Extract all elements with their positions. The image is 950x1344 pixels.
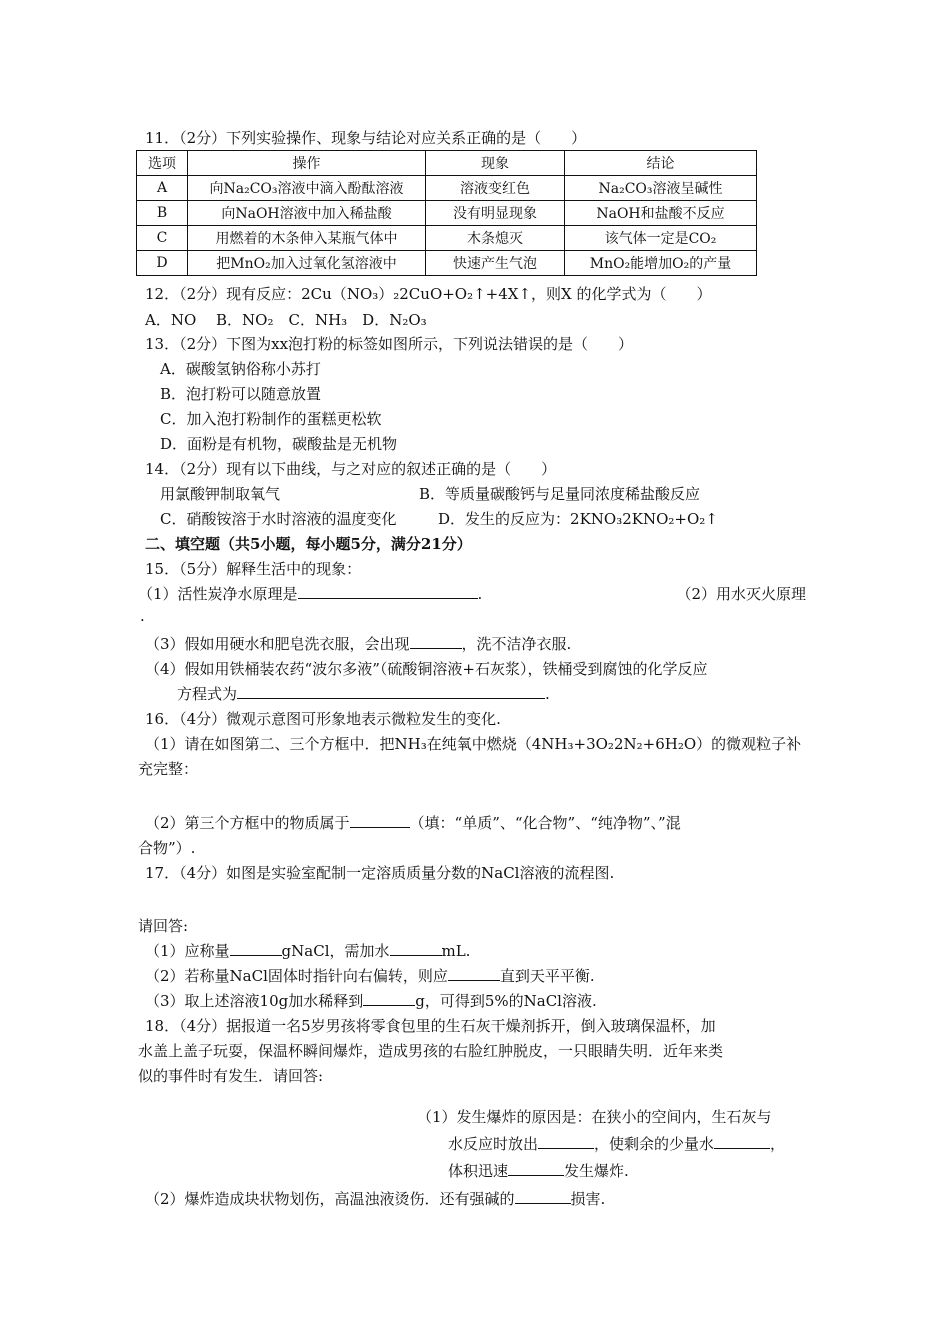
q11-table	[136, 150, 757, 276]
table-row	[137, 176, 757, 201]
q14-option-b: B．等质量碳酸钙与足量同浓度稀盐酸反应	[419, 485, 701, 503]
q13-stem: 13．（2分）下图为xx泡打粉的标签如图所示，下列说法错误的是（ ）	[145, 335, 634, 353]
q18-p1-text: 体积迅速	[448, 1162, 509, 1180]
q17-p1	[145, 941, 470, 961]
q12-stem: 12．（2分）现有反应：2Cu（NO₃）₂2CuO+O₂↑+4X↑，则X 的化学式为（ ）	[145, 285, 712, 303]
table-row	[137, 201, 757, 226]
q16-p2-blank[interactable]	[350, 813, 410, 828]
q18-p1-line3	[448, 1161, 629, 1181]
q17-stem: 17．（4分）如图是实验室配制一定溶质质量分数的NaCl溶液的流程图.	[145, 864, 615, 882]
q15-p2-label: （2）用水灭火原理	[676, 585, 806, 603]
q15-line1	[138, 584, 806, 604]
q18-p2-text: 损害.	[570, 1190, 606, 1208]
q11-stem: 11．（2分）下列实验操作、现象与结论对应关系正确的是（ ）	[145, 129, 587, 147]
q15-p3	[145, 634, 571, 654]
q15-p4-end: .	[545, 685, 550, 703]
q17-p1-text: mL.	[441, 942, 471, 960]
q14-stem: 14．（2分）现有以下曲线，与之对应的叙述正确的是（ ）	[145, 460, 557, 478]
q18-p1-text: 水反应时放出	[448, 1135, 539, 1153]
q18-line3: 似的事件时有发生．请回答:	[138, 1067, 324, 1085]
q17-p2-text: （2）若称量NaCl固体时指针向右偏转，则应	[145, 967, 448, 985]
q17-p3	[145, 991, 597, 1011]
table-cell: A	[137, 176, 188, 201]
q18-p1-blank[interactable]	[538, 1134, 594, 1149]
table-cell: 快速产生气泡	[426, 251, 565, 276]
q18-p1-line2	[448, 1134, 785, 1154]
table-cell: 向Na₂CO₃溶液中滴入酚酞溶液	[188, 176, 426, 201]
q13-option-b: B．泡打粉可以随意放置	[160, 385, 322, 403]
q13-option-c: C．加入泡打粉制作的蛋糕更松软	[160, 410, 382, 428]
table-cell: 该气体一定是CO₂	[565, 226, 757, 251]
section-title: 二、填空题（共5小题，每小题5分，满分21分）	[145, 535, 472, 553]
q14-option-d: D．发生的反应为：2KNO₃2KNO₂+O₂↑	[438, 510, 718, 528]
q18-p2	[145, 1189, 605, 1209]
q16-p1: （1）请在如图第二、三个方框中．把NH₃在纯氧中燃烧（4NH₃+3O₂2N₂+6H₂O）的微观粒子补	[145, 735, 802, 753]
q14-option-c: C．硝酸铵溶于水时溶液的温度变化	[160, 510, 397, 528]
table-header: 操作	[188, 151, 426, 176]
q13-option-a: A．碳酸氢钠俗称小苏打	[160, 360, 321, 378]
table-cell: D	[137, 251, 188, 276]
q18-p1-blank[interactable]	[714, 1134, 770, 1149]
table-header: 结论	[565, 151, 757, 176]
table-row	[137, 226, 757, 251]
q15-p4-text: 方程式为	[177, 685, 238, 703]
q17-p2	[145, 966, 595, 986]
q18-p1-text: 发生爆炸.	[564, 1162, 629, 1180]
q18-line2: 水盖上盖子玩耍，保温杯瞬间爆炸，造成男孩的右脸红肿脱皮，一只眼睛失明．近年来类	[138, 1042, 724, 1060]
q14-option-a: 用氯酸钾制取氧气	[160, 485, 281, 503]
table-header: 现象	[426, 151, 565, 176]
table-row	[137, 251, 757, 276]
table-cell: 用燃着的木条伸入某瓶气体中	[188, 226, 426, 251]
q12-options: A．NO B．NO₂ C．NH₃ D．N₂O₃	[145, 311, 427, 329]
q15-p3-text: （3）假如用硬水和肥皂洗衣服，会出现	[145, 635, 410, 653]
table-cell: Na₂CO₃溶液呈碱性	[565, 176, 757, 201]
q15-p1-blank[interactable]	[298, 584, 478, 599]
table-cell: 向NaOH溶液中加入稀盐酸	[188, 201, 426, 226]
q15-p1	[138, 584, 482, 604]
q17-p3-blank[interactable]	[363, 991, 415, 1006]
q16-p2-text: （2）第三个方框中的物质属于	[145, 814, 350, 832]
q15-p1-end: .	[477, 585, 483, 603]
q18-p1-blank[interactable]	[508, 1161, 564, 1176]
q18-p1: （1）发生爆炸的原因是：在狭小的空间内，生石灰与	[417, 1108, 772, 1126]
q18-line1: 18．（4分）据报道一名5岁男孩将零食包里的生石灰干燥剂拆开，倒入玻璃保温杯，加	[145, 1017, 716, 1035]
q17-p2-text: 直到天平平衡.	[499, 967, 595, 985]
q17-p1-blank[interactable]	[230, 941, 282, 956]
q17-p1-text: gNaCl，需加水	[281, 942, 390, 960]
q18-p1-text: ，	[770, 1135, 786, 1153]
q16-p2-text: （填：“单质”、“化合物”、“纯净物”、”混	[409, 814, 681, 832]
q17-p1-text: （1）应称量	[145, 942, 230, 960]
q17-ask: 请回答:	[138, 917, 189, 935]
q16-p2-line2: 合物”）.	[138, 839, 196, 857]
q17-p2-blank[interactable]	[448, 966, 500, 981]
table-cell: 木条熄灭	[426, 226, 565, 251]
q17-p1-blank[interactable]	[390, 941, 442, 956]
q18-p1-text: ，使剩余的少量水	[594, 1135, 715, 1153]
q17-p3-text: （3）取上述溶液10g加水稀释到	[145, 992, 364, 1010]
table-header: 选项	[137, 151, 188, 176]
q15-p1-label: （1）活性炭净水原理是	[138, 585, 298, 603]
q18-p2-blank[interactable]	[515, 1189, 571, 1204]
q18-p2-text: （2）爆炸造成块状物划伤，高温浊液烫伤．还有强碱的	[145, 1190, 515, 1208]
table-cell: 没有明显现象	[426, 201, 565, 226]
q15-p2-end: .	[140, 607, 145, 625]
q13-option-d: D．面粉是有机物，碳酸盐是无机物	[160, 435, 398, 453]
table-cell: 把MnO₂加入过氧化氢溶液中	[188, 251, 426, 276]
q17-p3-text: g，可得到5%的NaCl溶液.	[415, 992, 597, 1010]
q15-p4-line2	[177, 684, 550, 704]
q16-p2	[145, 813, 681, 833]
table-cell: B	[137, 201, 188, 226]
q15-p3-blank[interactable]	[410, 634, 462, 649]
q15-p4-blank[interactable]	[237, 684, 545, 699]
table-cell: NaOH和盐酸不反应	[565, 201, 757, 226]
q15-stem: 15．（5分）解释生活中的现象：	[145, 560, 362, 578]
table-cell: 溶液变红色	[426, 176, 565, 201]
table-header-row	[137, 151, 757, 176]
q16-stem: 16．（4分）微观示意图可形象地表示微粒发生的变化.	[145, 710, 501, 728]
table-cell: C	[137, 226, 188, 251]
q16-p1-line2: 充完整：	[138, 760, 199, 778]
q15-p3-text: ，洗不洁净衣服.	[461, 635, 572, 653]
q15-p4: （4）假如用铁桶装农药“波尔多液”（硫酸铜溶液+石灰浆），铁桶受到腐蚀的化学反应	[145, 660, 708, 678]
table-cell: MnO₂能增加O₂的产量	[565, 251, 757, 276]
